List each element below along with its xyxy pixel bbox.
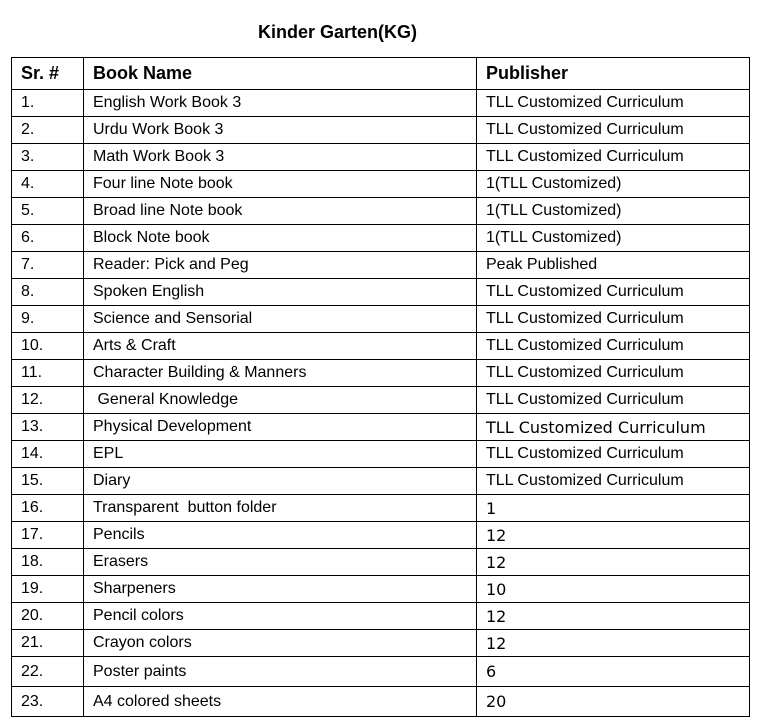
table-row — [12, 360, 750, 387]
book-name-cell: EPL — [84, 441, 477, 468]
quantity-cell: 20 — [477, 687, 750, 717]
sr-cell: 16. — [12, 495, 84, 522]
publisher-cell: TLL Customized Curriculum — [477, 333, 750, 360]
publisher-cell: TLL Customized Curriculum — [477, 90, 750, 117]
book-name-cell: Arts & Craft — [84, 333, 477, 360]
table-row — [12, 387, 750, 414]
book-name-cell: Block Note book — [84, 225, 477, 252]
sr-cell: 17. — [12, 522, 84, 549]
book-name-cell: Pencil colors — [84, 603, 477, 630]
sr-cell: 22. — [12, 657, 84, 687]
book-name-cell: Science and Sensorial — [84, 306, 477, 333]
book-name-cell: Sharpeners — [84, 576, 477, 603]
book-name-cell: Four line Note book — [84, 171, 477, 198]
publisher-cell: Peak Published — [477, 252, 750, 279]
book-name-cell: Poster paints — [84, 657, 477, 687]
publisher-cell: TLL Customized Curriculum — [477, 117, 750, 144]
table-row — [12, 603, 750, 630]
sr-cell: 9. — [12, 306, 84, 333]
table-row — [12, 414, 750, 441]
publisher-cell: TLL Customized Curriculum — [477, 414, 750, 441]
header-publisher: Publisher — [477, 58, 750, 90]
book-name-cell: General Knowledge — [84, 387, 477, 414]
book-list-table — [11, 57, 750, 717]
table-row — [12, 117, 750, 144]
table-row — [12, 90, 750, 117]
sr-cell: 14. — [12, 441, 84, 468]
header-sr: Sr. # — [12, 58, 84, 90]
publisher-cell: 1(TLL Customized) — [477, 198, 750, 225]
sr-cell: 15. — [12, 468, 84, 495]
publisher-cell: 1(TLL Customized) — [477, 171, 750, 198]
quantity-cell: 12 — [477, 549, 750, 576]
table-row — [12, 657, 750, 687]
sr-cell: 23. — [12, 687, 84, 717]
sr-cell: 5. — [12, 198, 84, 225]
table-row — [12, 549, 750, 576]
publisher-cell: TLL Customized Curriculum — [477, 144, 750, 171]
table-row — [12, 495, 750, 522]
publisher-cell: 1(TLL Customized) — [477, 225, 750, 252]
book-name-cell: Transparent button folder — [84, 495, 477, 522]
publisher-cell: TLL Customized Curriculum — [477, 279, 750, 306]
quantity-cell: 10 — [477, 576, 750, 603]
publisher-cell: TLL Customized Curriculum — [477, 441, 750, 468]
table-row — [12, 441, 750, 468]
table-row — [12, 279, 750, 306]
table-row — [12, 252, 750, 279]
table-row — [12, 576, 750, 603]
table-row — [12, 333, 750, 360]
table-header-row — [12, 58, 750, 90]
quantity-cell: 12 — [477, 603, 750, 630]
table-row — [12, 225, 750, 252]
sr-cell: 2. — [12, 117, 84, 144]
table-row — [12, 198, 750, 225]
book-name-cell: Reader: Pick and Peg — [84, 252, 477, 279]
publisher-cell: TLL Customized Curriculum — [477, 306, 750, 333]
sr-cell: 10. — [12, 333, 84, 360]
table-row — [12, 306, 750, 333]
book-name-cell: Diary — [84, 468, 477, 495]
book-name-cell: Erasers — [84, 549, 477, 576]
page-title: Kinder Garten(KG) — [258, 22, 418, 42]
publisher-cell: TLL Customized Curriculum — [477, 387, 750, 414]
book-name-cell: Character Building & Manners — [84, 360, 477, 387]
sr-cell: 8. — [12, 279, 84, 306]
book-name-cell: Pencils — [84, 522, 477, 549]
publisher-cell: TLL Customized Curriculum — [477, 360, 750, 387]
sr-cell: 7. — [12, 252, 84, 279]
book-name-cell: Math Work Book 3 — [84, 144, 477, 171]
book-name-cell: Physical Development — [84, 414, 477, 441]
quantity-cell: 6 — [477, 657, 750, 687]
sr-cell: 1. — [12, 90, 84, 117]
sr-cell: 6. — [12, 225, 84, 252]
sr-cell: 11. — [12, 360, 84, 387]
sr-cell: 20. — [12, 603, 84, 630]
sr-cell: 3. — [12, 144, 84, 171]
book-name-cell: English Work Book 3 — [84, 90, 477, 117]
table-row — [12, 468, 750, 495]
sr-cell: 21. — [12, 630, 84, 657]
quantity-cell: 12 — [477, 630, 750, 657]
sr-cell: 12. — [12, 387, 84, 414]
book-name-cell: Urdu Work Book 3 — [84, 117, 477, 144]
book-name-cell: Spoken English — [84, 279, 477, 306]
header-book-name: Book Name — [84, 58, 477, 90]
sr-cell: 4. — [12, 171, 84, 198]
book-name-cell: A4 colored sheets — [84, 687, 477, 717]
sr-cell: 18. — [12, 549, 84, 576]
table-row — [12, 144, 750, 171]
quantity-cell: 1 — [477, 495, 750, 522]
book-name-cell: Broad line Note book — [84, 198, 477, 225]
quantity-cell: 12 — [477, 522, 750, 549]
table-row — [12, 522, 750, 549]
table-row — [12, 630, 750, 657]
book-name-cell: Crayon colors — [84, 630, 477, 657]
sr-cell: 19. — [12, 576, 84, 603]
table-row — [12, 171, 750, 198]
table-row — [12, 687, 750, 717]
publisher-cell: TLL Customized Curriculum — [477, 468, 750, 495]
sr-cell: 13. — [12, 414, 84, 441]
